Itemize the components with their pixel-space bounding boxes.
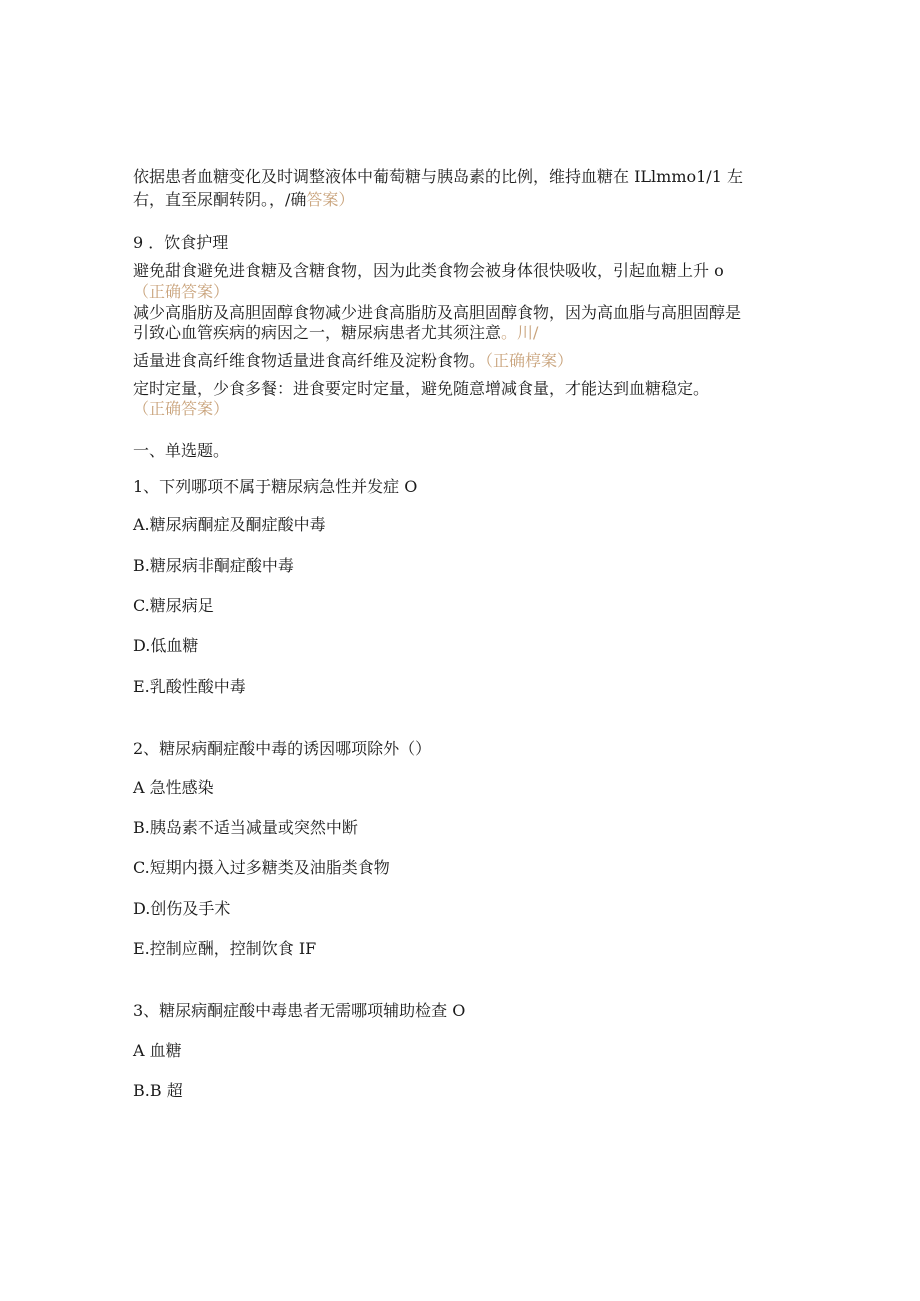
diet-item-2-line-2-text: 引致心血管疾病的病因之一，糖尿病患者尤其须注意	[133, 323, 502, 342]
question-option: C.短期内摄入过多糖类及油脂类食物	[133, 858, 390, 877]
answer-mark: （正确答案）	[133, 399, 230, 418]
question-option: A.糖尿病酮症及酮症酸中毒	[133, 515, 326, 534]
diet-item-2-line-1: 减少高脂肪及高胆固醇食物减少进食高脂肪及高胆固醇食物，因为高血脂与高胆固醇是	[133, 303, 742, 322]
answer-mark: （正确椁案）	[485, 351, 574, 370]
question-option: A 急性感染	[133, 778, 214, 797]
question-option: D.创伤及手术	[133, 899, 231, 918]
question-option: B.糖尿病非酮症酸中毒	[133, 556, 294, 575]
question-option: E.乳酸性酸中毒	[133, 677, 246, 696]
section-title: 一、单选题。	[133, 441, 230, 460]
intro-line-1: 依据患者血糖变化及时调整液体中葡萄糖与胰岛素的比例，维持血糖在 ILlmmo1/1 左	[133, 167, 743, 186]
intro-line-2	[133, 190, 354, 210]
diet-item-3	[133, 351, 573, 371]
question-stem: 2、糖尿病酮症酸中毒的诱因哪项除外（）	[133, 739, 432, 758]
answer-mark: 答案）	[306, 190, 355, 209]
question-option: B.胰岛素不适当减量或突然中断	[133, 818, 358, 837]
question-option: C.糖尿病足	[133, 596, 214, 615]
question-stem: 3、糖尿病酮症酸中毒患者无需哪项辅助检查 O	[133, 1001, 466, 1020]
question-stem: 1、下列哪项不属于糖尿病急性并发症 O	[133, 477, 418, 496]
diet-item-4: 定时定量，少食多餐：进食要定时定量，避免随意增减食量，才能达到血糖稳定。	[133, 379, 710, 398]
diet-item-3-text: 适量进食高纤维食物适量进食高纤维及淀粉食物。	[133, 351, 486, 370]
question-option: B.B 超	[133, 1081, 183, 1100]
answer-mark: 。川/	[501, 323, 539, 342]
question-option: D.低血糖	[133, 636, 199, 655]
answer-mark: （正确答案）	[133, 282, 230, 301]
question-option: A 血糖	[133, 1041, 182, 1060]
question-option: E.控制应酬，控制饮食 IF	[133, 939, 317, 958]
intro-line-2-text: 右，直至尿酮转阴。，/确	[133, 190, 307, 209]
diet-heading: 9 ．饮食护理	[133, 233, 229, 252]
diet-item-1: 避免甜食避免进食糖及含糖食物，因为此类食物会被身体很快吸收，引起血糖上升 o	[133, 261, 724, 280]
diet-item-2-line-2	[133, 323, 538, 343]
